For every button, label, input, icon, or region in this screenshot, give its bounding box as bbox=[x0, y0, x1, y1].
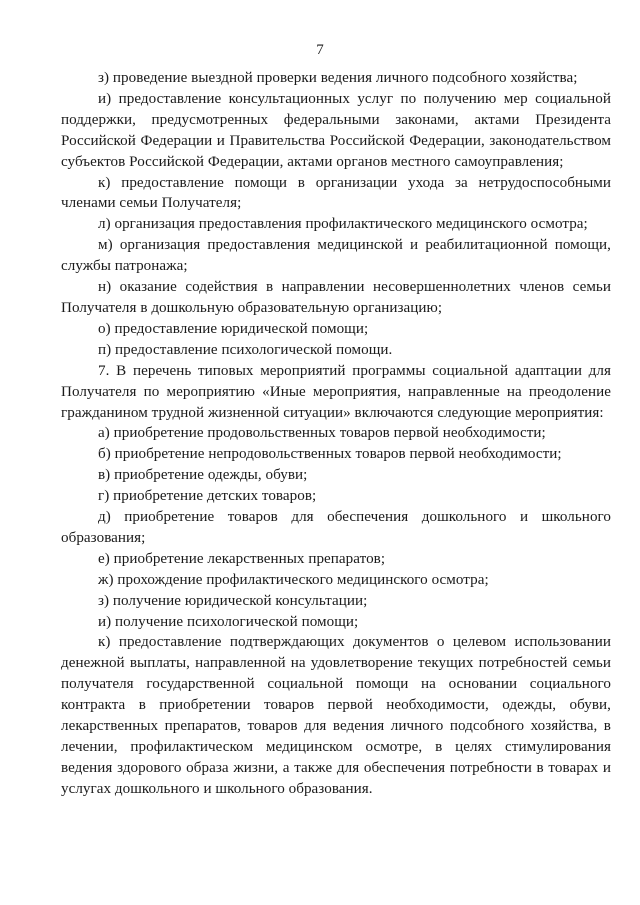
document-body bbox=[61, 68, 611, 800]
paragraph-item-a-food-goods: а) приобретение продовольственных товаров первой необходимости; bbox=[98, 425, 546, 442]
paragraph-item-k-care-assistance: к) предоставление помощи в организации ухода за нетрудоспособными членами семьи Получателя; bbox=[61, 174, 611, 212]
paragraph-item-v-clothing: в) приобретение одежды, обуви; bbox=[98, 467, 308, 484]
paragraph-item-o-legal-help: о) предоставление юридической помощи; bbox=[98, 320, 369, 337]
paragraph-item-zh-medical-checkup: ж) прохождение профилактического медицинского осмотра; bbox=[98, 571, 489, 588]
paragraph-item-z-legal-consultation: з) получение юридической консультации; bbox=[98, 592, 368, 609]
paragraph-item-l-medical-checkup: л) организация предоставления профилактического медицинского осмотра; bbox=[98, 216, 588, 233]
paragraph-item-i-consulting-services: и) предоставление консультационных услуг по получению мер социальной поддержки, предусмотренных федеральными законами, актами Президента Российской Федерации и Правительства Российской Федерации, законодательством субъектов Российской Федерации, актами органов местного самоуправления; bbox=[61, 90, 611, 170]
paragraph-section-7-intro: 7. В перечень типовых мероприятий программы социальной адаптации для Получателя по мероприятию «Иные мероприятия, направленные на преодоление гражданином трудной жизненной ситуации» включаются следующие мероприятия: bbox=[61, 362, 611, 421]
paragraph-item-z-field-inspection: з) проведение выездной проверки ведения личного подсобного хозяйства; bbox=[98, 70, 578, 86]
paragraph-item-e-medicines: е) приобретение лекарственных препаратов; bbox=[98, 550, 386, 567]
paragraph-item-p-psychological-help: п) предоставление психологической помощи. bbox=[98, 341, 393, 358]
paragraph-item-b-nonfood-goods: б) приобретение непродовольственных товаров первой необходимости; bbox=[98, 446, 562, 463]
paragraph-item-m-medical-rehab-help: м) организация предоставления медицинской и реабилитационной помощи, службы патронажа; bbox=[61, 237, 611, 275]
paragraph-item-n-preschool-assistance: н) оказание содействия в направлении несовершеннолетних членов семьи Получателя в дошкольную образовательную организацию; bbox=[61, 279, 611, 316]
paragraph-item-g-children-goods: г) приобретение детских товаров; bbox=[98, 488, 317, 505]
paragraph-item-d-education-goods: д) приобретение товаров для обеспечения дошкольного и школьного образования; bbox=[61, 509, 611, 546]
paragraph-item-k-supporting-documents: к) предоставление подтверждающих документов о целевом использовании денежной выплаты, направленной на удовлетворение текущих потребностей семьи получателя государственной социальной помощи на основании социального контракта в приобретении товаров первой необходимости, одежды, обуви, лекарственных препаратов, товаров для ведения личного подсобного хозяйства, в лечении, профилактическом медицинском осмотре, в целях стимулирования ведения здорового образа жизни, а также для обеспечения потребности в товарах и услугах дошкольного и школьного образования. bbox=[61, 634, 611, 797]
page-number: 7 bbox=[316, 42, 324, 58]
paragraph-item-i-psychological-help: и) получение психологической помощи; bbox=[98, 613, 359, 630]
